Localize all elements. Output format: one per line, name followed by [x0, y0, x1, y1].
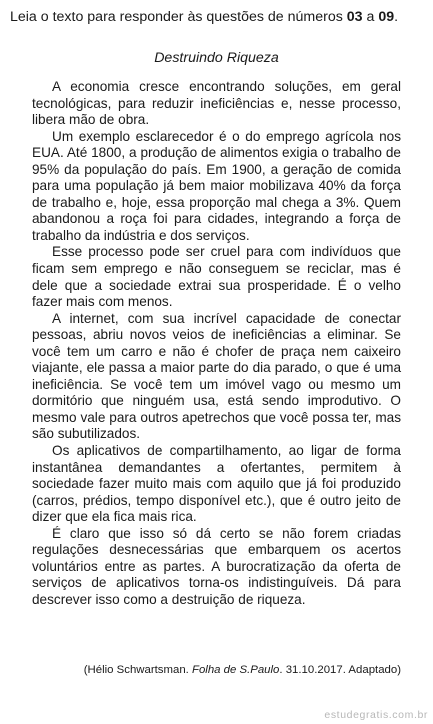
source-author: (Hélio Schwartsman. [83, 664, 192, 676]
paragraph-5: Os aplicativos de compartilhamento, ao ligar de forma instantânea demandantes a ofertantes, permitem à sociedade fazer muito mais com aquilo que já foi produzido (carros, prédios, tempo disponível etc.), que é outro jeito de dizer que ela fica mais rica. [32, 443, 401, 525]
paragraph-6: É claro que isso só dá certo se não forem criadas regulações desnecessárias que embarquem os acertos voluntários entre as partes. A burocratização da oferta de serviços de aplicativos torna-os indistinguíveis. Dá para descrever isso como a destruição de riqueza. [32, 525, 401, 607]
instruction-line [10, 8, 425, 26]
paragraph-1: A economia cresce encontrando soluções, em geral tecnológicas, para reduzir ineficiências e, nesse processo, libera mão de obra. [32, 79, 401, 128]
instruction-suffix: . [394, 9, 399, 25]
paragraph-2: Um exemplo esclarecedor é o do emprego agrícola nos EUA. Até 1800, a produção de alimentos exigia o trabalho de 95% da população do país. Em 1900, a geração de comida para uma população já bem maior mobilizava 40% da força de trabalho e, hoje, essa proporção mal chega a 3%. Quem abandonou a roça foi para cidades, integrando a força de trabalho da indústria e dos serviços. [32, 128, 401, 243]
instruction-middle: a [362, 9, 379, 25]
instruction-question-to: 09 [378, 9, 395, 25]
paragraph-4: A internet, com sua incrível capacidade de conectar pessoas, abriu novos veios de ineficiências a eliminar. Se você tem um carro e não é chofer de praça nem caixeiro viajante, ele passa a maior parte do dia parado, o que é uma ineficiência. Se você tem um imóvel vago ou mesmo um dormitório que ninguém usa, está sendo improdutivo. O mesmo vale para outros apetrechos que você possa ter, mas são subutilizados. [32, 310, 401, 442]
site-watermark: estudegratis.com.br [324, 709, 428, 721]
article-body [32, 79, 401, 609]
instruction-question-from: 03 [346, 9, 363, 25]
instruction-prefix: Leia o texto para responder às questões de números [10, 9, 347, 25]
source-publication: Folha de S.Paulo [192, 664, 280, 676]
source-details: . 31.10.2017. Adaptado) [279, 664, 401, 676]
article-source [84, 663, 401, 677]
article-title: Destruindo Riqueza [154, 50, 279, 66]
paragraph-3: Esse processo pode ser cruel para com indivíduos que ficam sem emprego e não conseguem se reciclar, mas é dele que a sociedade extrai sua prosperidade. É o velho fazer mais com menos. [32, 244, 401, 310]
